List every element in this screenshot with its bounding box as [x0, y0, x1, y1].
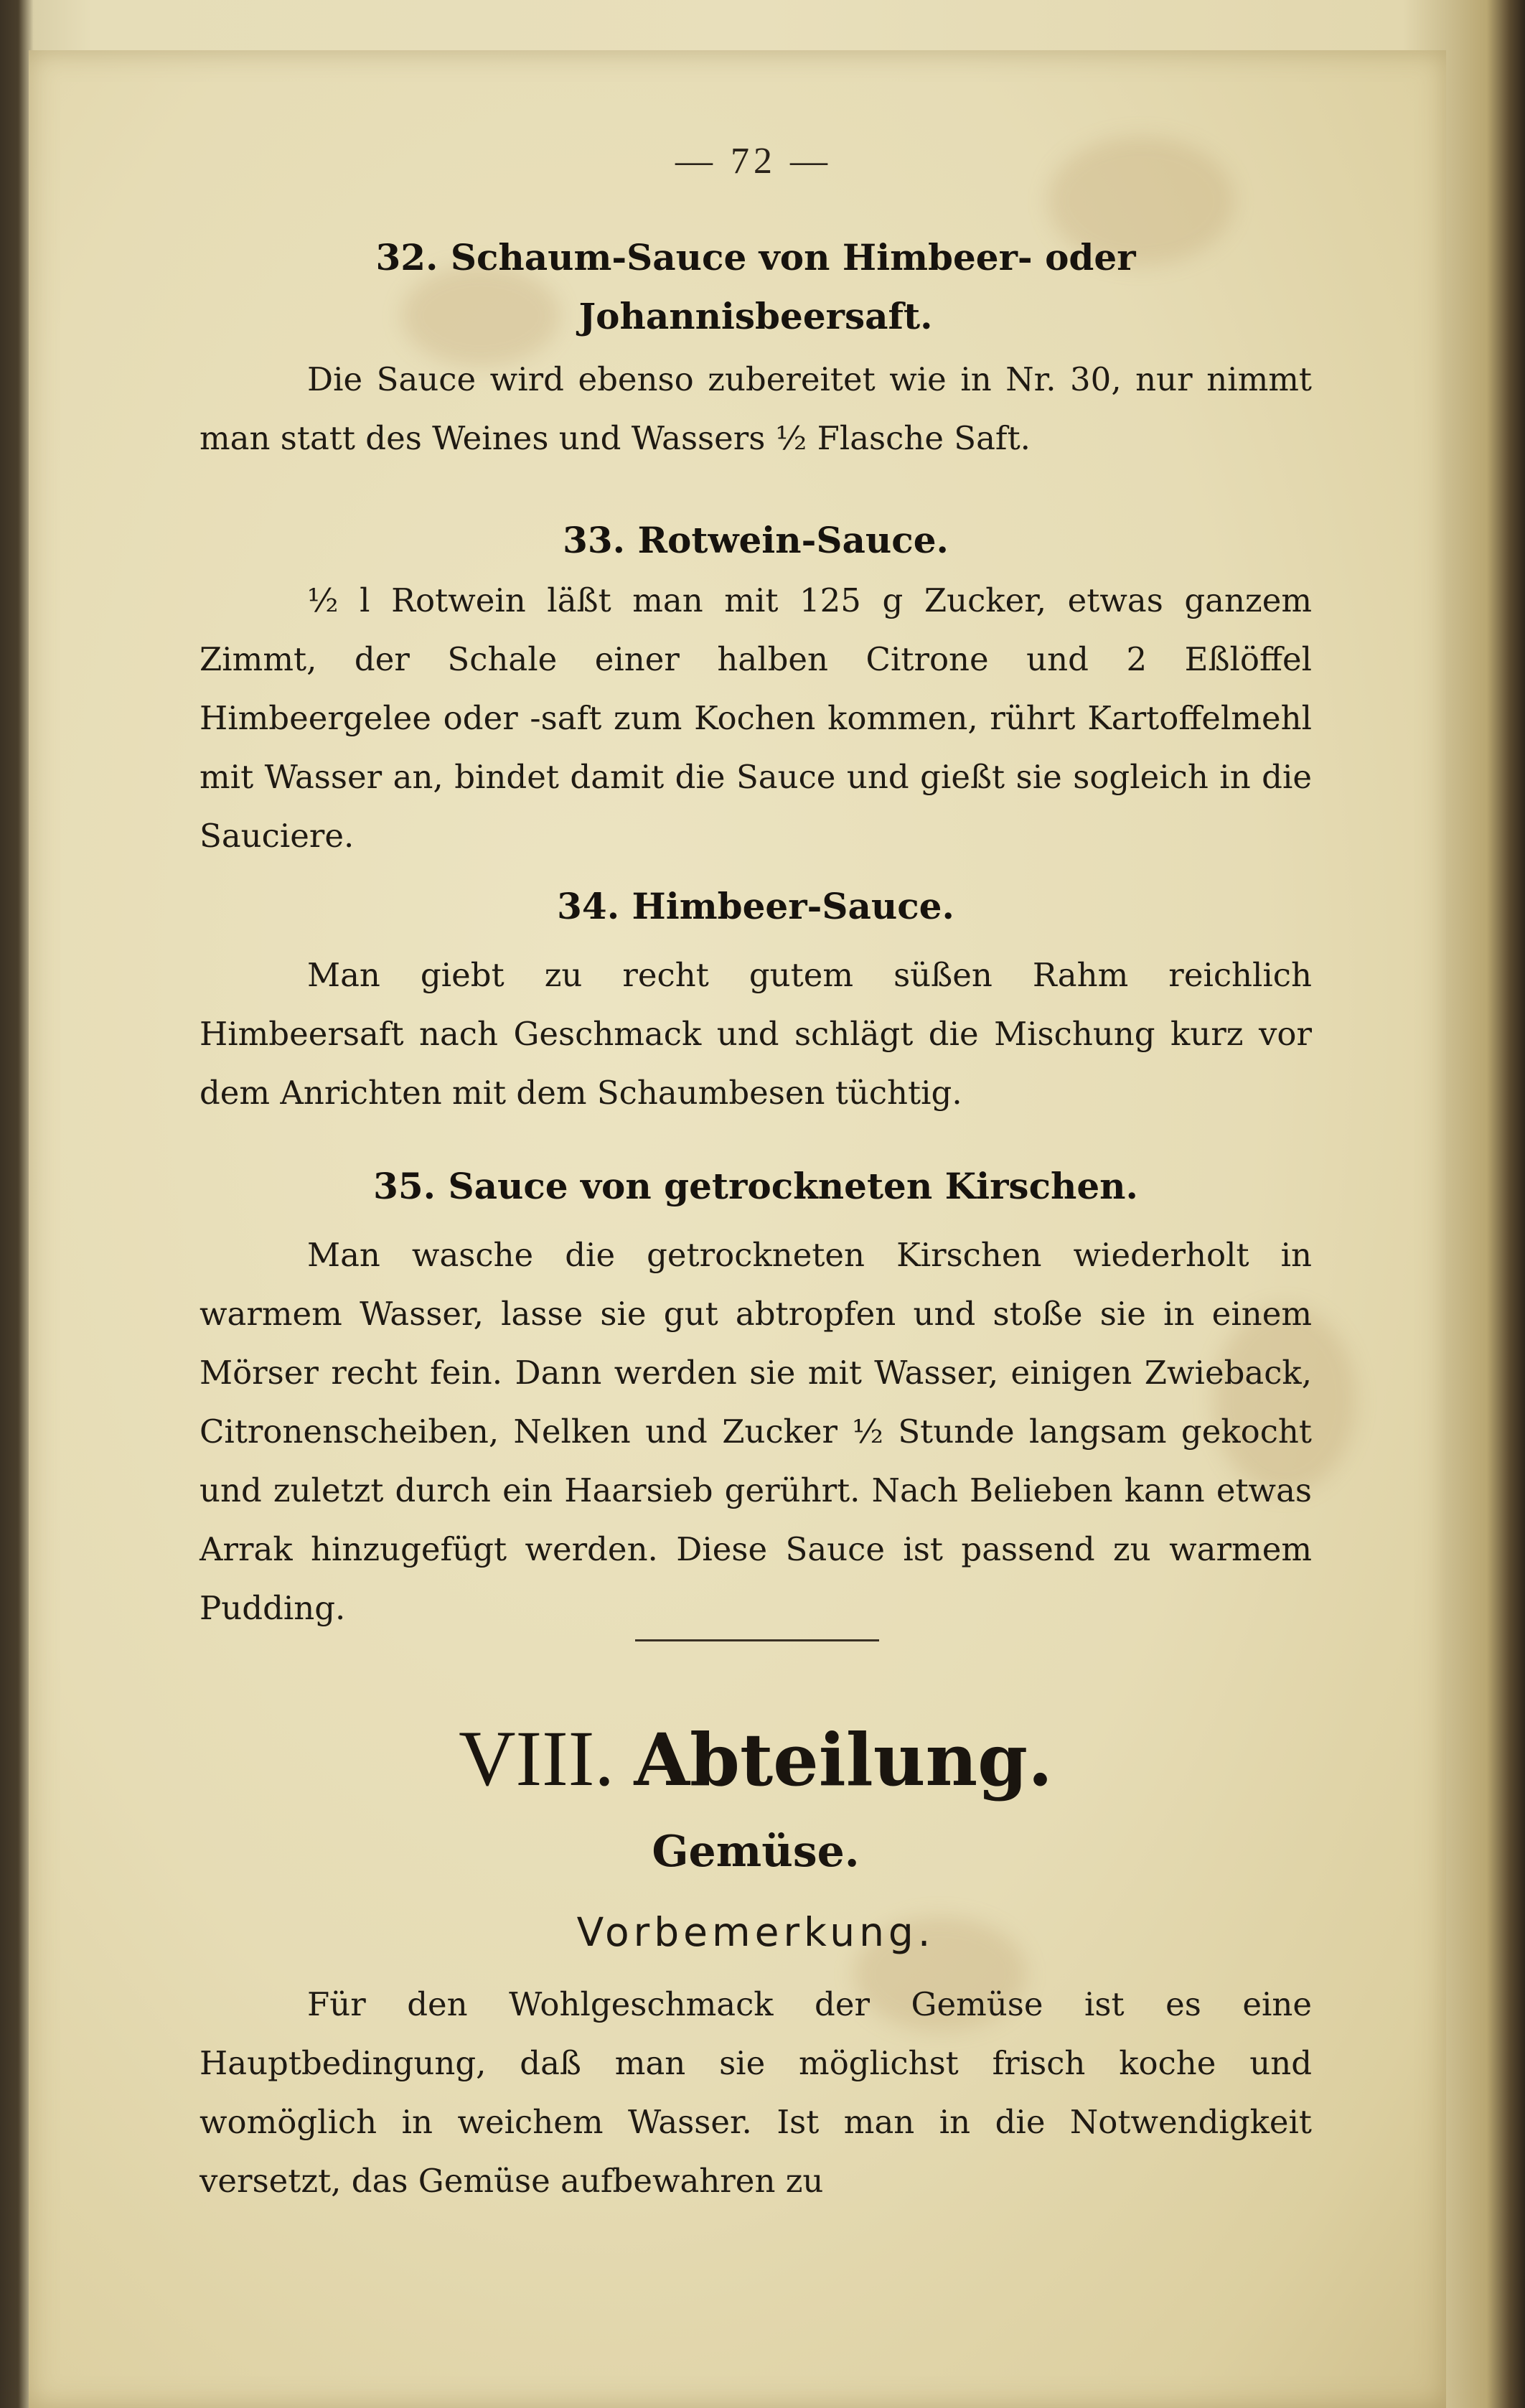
recipe-35-title: 35. Sauce von getrockneten Kirschen. — [373, 1165, 1138, 1207]
recipe-32-text: Die Sauce wird ebenso zubereitet wie in Nr. 30, nur nimmt man statt des Weines und Wassers ½ Flasche Saft. — [200, 360, 1312, 457]
preface-text: Für den Wohlgeschmack der Gemüse ist es eine Hauptbedingung, daß man sie möglichst frisch koche und womöglich in weichem Wasser. Ist man in die Notwendigkeit versetzt, das Gemüse aufbewahren zu — [200, 1985, 1312, 2200]
section-divider — [635, 1639, 879, 1641]
section-numeral: VIII. — [459, 1715, 614, 1802]
preface-body — [200, 1975, 1312, 2211]
recipe-34-body — [200, 946, 1312, 1123]
preface-title: Vorbemerkung. — [576, 1909, 935, 1955]
recipe-33-text: ½ l Rotwein läßt man mit 125 g Zucker, etwas ganzem Zimmt, der Schale einer halben Citrone und 2 Eßlöffel Himbeergelee oder -saft zum Kochen kommen, rührt Kartoffelmehl mit Wasser an, bindet damit die Sauce und gießt sie sogleich in die Sauciere. — [200, 581, 1312, 855]
section-word: Abteilung. — [634, 1718, 1053, 1802]
section-title — [200, 1708, 1312, 1810]
recipe-32-title-line1: 32. Schaum-Sauce von Himbeer- oder — [375, 236, 1136, 278]
recipe-34-text: Man giebt zu recht gutem süßen Rahm reichlich Himbeersaft nach Geschmack und schlägt die Mischung kurz vor dem Anrichten mit dem Schaumbesen tüchtig. — [200, 956, 1312, 1112]
recipe-32-title-line2: Johannisbeersaft. — [578, 295, 933, 337]
recipe-33-body — [200, 571, 1312, 866]
page-number: — 72 — — [675, 141, 832, 182]
recipe-35-body — [200, 1226, 1312, 1638]
recipe-33-title: 33. Rotwein-Sauce. — [563, 519, 949, 561]
recipe-32-body — [200, 350, 1312, 468]
section-subtitle: Gemüse. — [652, 1827, 860, 1877]
recipe-34-title: 34. Himbeer-Sauce. — [557, 885, 954, 927]
recipe-35-text: Man wasche die getrockneten Kirschen wiederholt in warmem Wasser, lasse sie gut abtropfen und stoße sie in einem Mörser recht fein. Dann werden sie mit Wasser, einigen Zwieback, Citronenscheiben, Nelken und Zucker ½ Stunde langsam gekocht und zuletzt durch ein Haarsieb gerührt. Nach Belieben kann etwas Arrak hinzugefügt werden. Diese Sauce ist passend zu warmem Pudding. — [200, 1236, 1312, 1627]
